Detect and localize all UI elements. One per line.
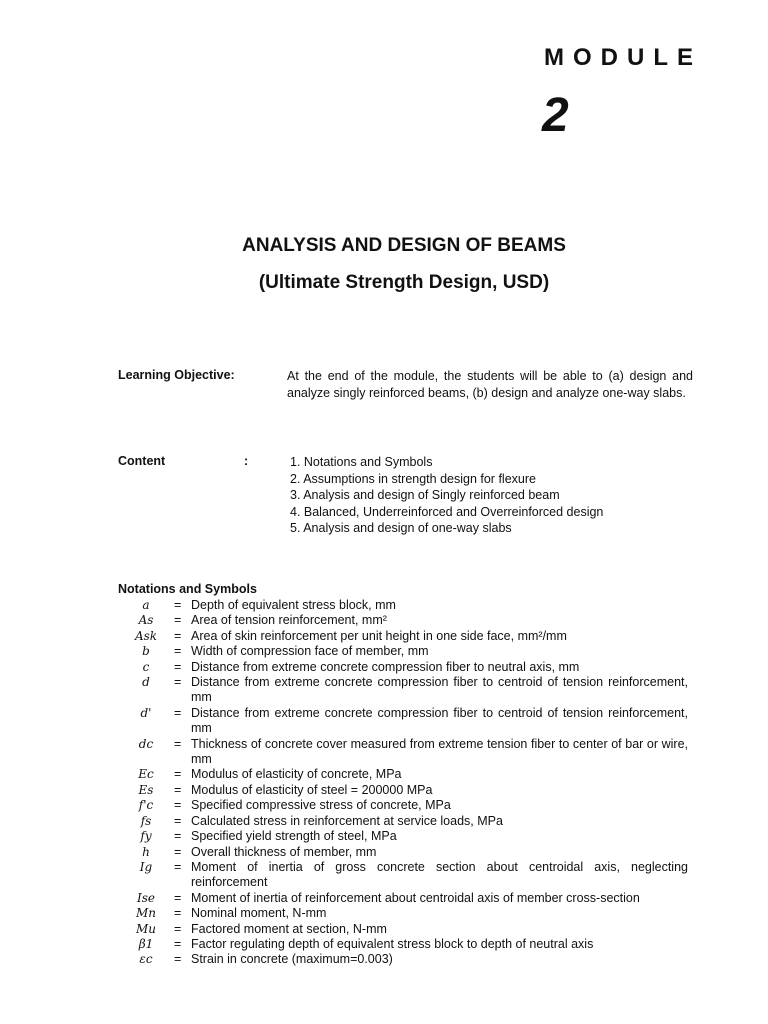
notation-row: [118, 675, 688, 706]
notations-list: [118, 598, 688, 968]
content-label: Content: [118, 454, 166, 468]
notation-equals: =: [174, 890, 182, 905]
notation-symbol: Ig: [139, 859, 153, 874]
notation-definition: Depth of equivalent stress block, mm: [191, 598, 396, 612]
notation-definition: Area of skin reinforcement per unit height in one side face, mm²/mm: [191, 628, 567, 643]
notation-row: [118, 798, 688, 813]
notation-equals: =: [174, 859, 182, 874]
notation-row: [118, 937, 688, 952]
notation-equals: =: [174, 829, 182, 844]
notation-symbol: b: [142, 644, 150, 659]
notation-definition: Moment of inertia of gross concrete section about centroidal axis, neglecting reinforcement: [191, 859, 688, 890]
learning-objective-label: Learning Objective:: [118, 368, 235, 382]
notation-definition: Nominal moment, N-mm: [191, 906, 327, 921]
notation-equals: =: [174, 921, 182, 936]
notation-row: [118, 952, 688, 967]
notation-equals: =: [174, 813, 182, 828]
content-colon: :: [244, 454, 249, 468]
notation-definition: Modulus of elasticity of steel = 200000 MPa: [191, 782, 433, 797]
notation-symbol: Ise: [137, 890, 155, 905]
notation-equals: =: [174, 844, 182, 859]
notation-symbol: d': [140, 705, 152, 720]
notation-equals: =: [174, 644, 182, 659]
notation-symbol: dc: [138, 736, 154, 751]
notation-equals: =: [174, 659, 182, 674]
notation-equals: =: [174, 936, 182, 951]
notation-symbol: c: [142, 659, 150, 674]
content-list: [290, 454, 603, 537]
notation-row: [118, 598, 688, 613]
page-title: ANALYSIS AND DESIGN OF BEAMS: [242, 235, 566, 256]
notation-row: [118, 906, 688, 921]
module-label: MODULE: [544, 44, 702, 71]
notation-row: [118, 860, 688, 891]
notation-row: [118, 660, 688, 675]
notation-symbol: a: [142, 598, 150, 612]
notation-definition: Area of tension reinforcement, mm²: [191, 613, 387, 628]
notation-row: [118, 767, 688, 782]
content-item: 1. Notations and Symbols: [290, 455, 433, 469]
notation-symbol: h: [142, 844, 150, 859]
notation-symbol: Mu: [135, 921, 156, 936]
notation-definition: Modulus of elasticity of concrete, MPa: [191, 767, 402, 782]
notation-row: [118, 891, 688, 906]
notation-equals: =: [174, 782, 182, 797]
notation-definition: Calculated stress in reinforcement at service loads, MPa: [191, 813, 503, 828]
notation-equals: =: [174, 598, 182, 612]
notation-definition: Distance from extreme concrete compression fiber to neutral axis, mm: [191, 659, 580, 674]
notation-definition: Distance from extreme concrete compression fiber to centroid of tension reinforcement, mm: [191, 705, 688, 736]
notation-row: [118, 629, 688, 644]
notation-row: [118, 829, 688, 844]
notation-equals: =: [174, 675, 182, 690]
page-subtitle: (Ultimate Strength Design, USD): [258, 272, 550, 293]
notation-equals: =: [174, 767, 182, 782]
content-item: 5. Analysis and design of one-way slabs: [290, 521, 512, 536]
notation-equals: =: [174, 736, 182, 751]
notation-symbol: Es: [138, 782, 154, 797]
notation-row: [118, 783, 688, 798]
notation-symbol: f'c: [138, 798, 154, 813]
notation-row: [118, 814, 688, 829]
notation-symbol: Mn: [135, 906, 156, 921]
content-item: 2. Assumptions in strength design for flexure: [290, 471, 536, 486]
notation-symbol: εc: [139, 952, 153, 967]
notation-symbol: Ec: [138, 767, 154, 782]
notation-definition: Factored moment at section, N-mm: [191, 921, 387, 936]
module-number: 2: [542, 89, 569, 142]
notation-equals: =: [174, 952, 182, 967]
notation-definition: Overall thickness of member, mm: [191, 844, 377, 859]
notation-symbol: β1: [138, 936, 154, 951]
notation-equals: =: [174, 906, 182, 921]
content-item: 3. Analysis and design of Singly reinforced beam: [290, 488, 560, 503]
notation-row: [118, 706, 688, 737]
notation-definition: Thickness of concrete cover measured from extreme tension fiber to center of bar or wire, mm: [191, 736, 688, 767]
notation-symbol: fs: [140, 813, 152, 828]
notation-definition: Factor regulating depth of equivalent stress block to depth of neutral axis: [191, 936, 594, 951]
notation-symbol: fy: [140, 829, 152, 844]
notation-definition: Width of compression face of member, mm: [191, 644, 429, 659]
notation-definition: Specified yield strength of steel, MPa: [191, 829, 397, 844]
notation-symbol: d: [142, 675, 150, 690]
notation-equals: =: [174, 705, 182, 720]
notation-row: [118, 845, 688, 860]
notation-definition: Strain in concrete (maximum=0.003): [191, 952, 393, 967]
notation-definition: Moment of inertia of reinforcement about centroidal axis of member cross-section: [191, 890, 640, 905]
notations-heading: Notations and Symbols: [118, 582, 257, 596]
notation-equals: =: [174, 628, 182, 643]
notation-symbol: As: [138, 613, 154, 628]
notation-row: [118, 613, 688, 628]
notation-definition: Specified compressive stress of concrete, MPa: [191, 798, 451, 813]
notation-equals: =: [174, 613, 182, 628]
notation-row: [118, 922, 688, 937]
learning-objective-text: At the end of the module, the students will be able to (a) design and analyze singly reinforced beams, (b) design and analyze one-way slabs.: [287, 369, 693, 400]
notation-row: [118, 737, 688, 768]
content-item: 4. Balanced, Underreinforced and Overreinforced design: [290, 504, 604, 519]
notation-row: [118, 644, 688, 659]
notation-equals: =: [174, 798, 182, 813]
notation-definition: Distance from extreme concrete compression fiber to centroid of tension reinforcement, mm: [191, 675, 688, 705]
notation-symbol: Ask: [134, 628, 158, 643]
